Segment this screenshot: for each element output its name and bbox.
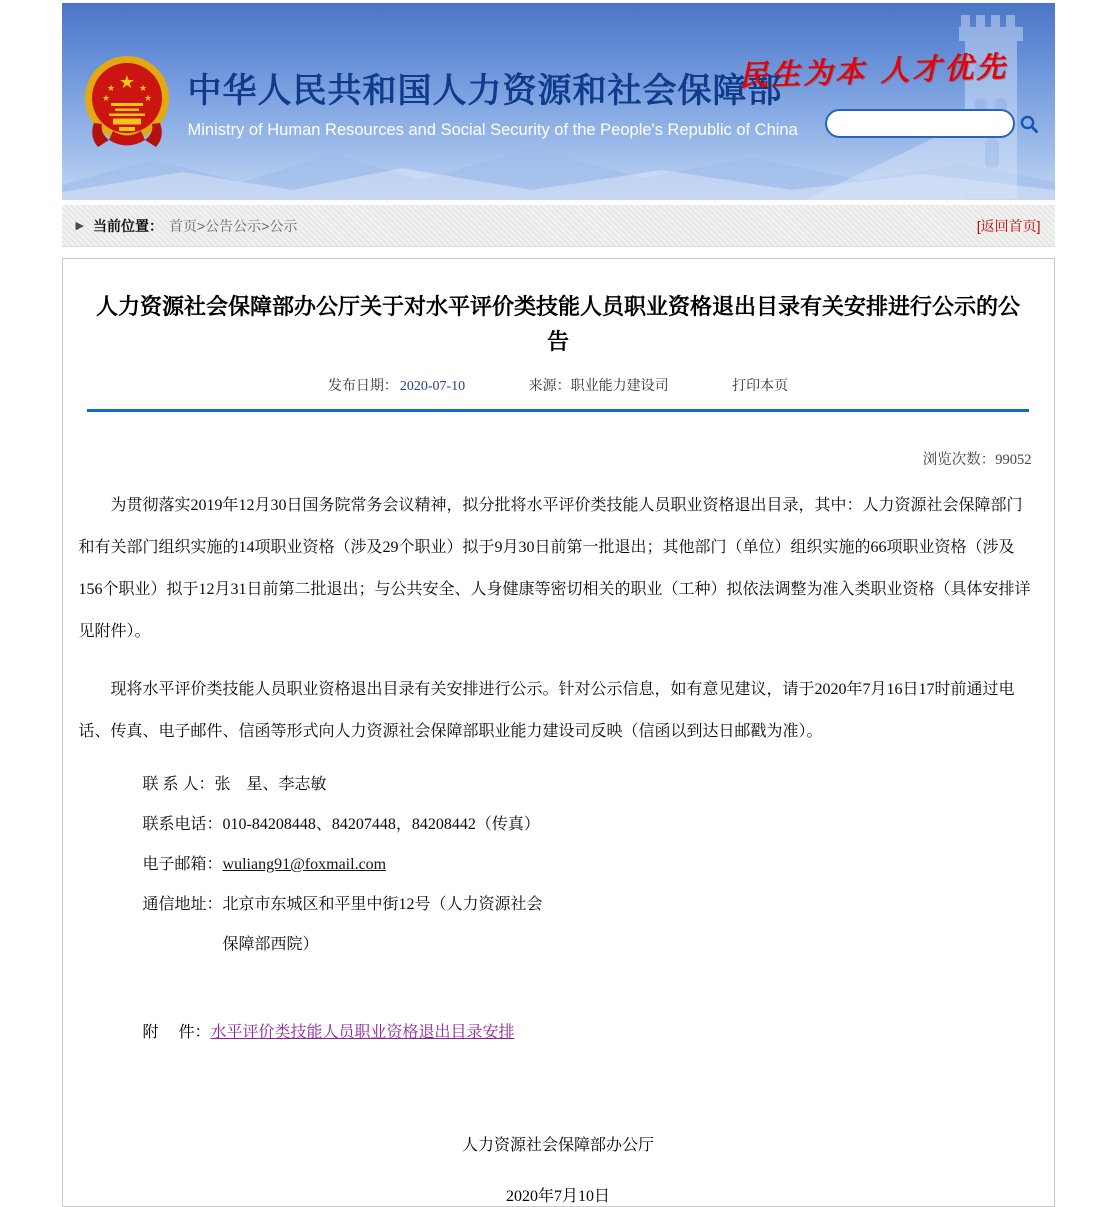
svg-text:★: ★ (106, 83, 115, 93)
breadcrumb-label: 当前位置： (92, 217, 163, 234)
site-title-cn: 中华人民共和国人力资源和社会保障部 (187, 72, 783, 110)
contact-address-row (143, 885, 1040, 925)
publish-date-value: 2020-07-10 (399, 379, 466, 394)
contact-address-line2: 保障部西院） (222, 936, 319, 953)
contact-email-row (143, 845, 1040, 885)
source-value: 职业能力建设司 (570, 379, 669, 394)
svg-text:★: ★ (101, 93, 110, 103)
signature: 人力资源社会保障部办公厅 (461, 1137, 654, 1154)
national-emblem-icon (84, 53, 170, 153)
page (62, 0, 1055, 1207)
print-page-button[interactable]: 打印本页 (732, 379, 789, 394)
publish-date-label: 发布日期： (327, 379, 398, 394)
search-box[interactable] (825, 109, 1015, 138)
article-title: 人力资源社会保障部办公厅关于对水平评价类技能人员职业资格退出目录有关安排进行公示的公告 (95, 294, 1020, 354)
contact-address-label: 通信地址： (142, 896, 223, 913)
view-count (77, 448, 1040, 469)
contact-phone-label: 联系电话： (142, 816, 223, 833)
site-titles (188, 63, 798, 140)
site-header (62, 3, 1055, 200)
svg-text:★: ★ (118, 72, 135, 92)
slogan-calligraphy: 民生为本 人才优先 (738, 49, 1010, 93)
body-paragraph: 现将水平评价类技能人员职业资格退出目录有关安排进行公示。针对公示信息，如有意见建议，请于2020年7月16日17时前通过电话、传真、电子邮件、信函等形式向人力资源社会保障部职业能力建设司反映（信函以到达日邮戳为准）。 (78, 681, 1015, 740)
source-label: 来源： (528, 379, 571, 394)
svg-text:★: ★ (143, 93, 152, 103)
contact-email-link[interactable]: wuliang91@foxmail.com (222, 856, 387, 873)
triangle-icon: ▶ (75, 220, 84, 232)
search-input[interactable] (839, 114, 1019, 134)
signature-date: 2020年7月10日 (505, 1188, 610, 1205)
attachment-label: 附 件： (142, 1024, 211, 1041)
attachment-row (143, 1019, 1040, 1042)
return-home-link[interactable]: [返回首页] (976, 217, 1041, 234)
contact-person-value: 张 星、李志敏 (214, 776, 327, 793)
view-count-label: 浏览次数： (922, 452, 996, 468)
article-container (62, 258, 1055, 1207)
source (529, 379, 669, 394)
contact-person-label: 联 系 人： (142, 776, 215, 793)
breadcrumb-path[interactable]: 首页>公告公示>公示 (168, 217, 298, 234)
search-icon[interactable] (1019, 114, 1039, 134)
contact-phone-row (143, 805, 1040, 845)
contact-block (143, 765, 1040, 965)
greatwall-watermark-icon (805, 3, 1055, 200)
svg-text:★: ★ (138, 83, 147, 93)
contact-address-line1: 北京市东城区和平里中街12号（人力资源社会 (222, 896, 543, 913)
body-paragraph: 为贯彻落实2019年12月30日国务院常务会议精神，拟分批将水平评价类技能人员职业资格退出目录，其中：人力资源社会保障部门和有关部门组织实施的14项职业资格（涉及29个职业）拟于9月30日前第一批退出；其他部门（单位）组织实施的66项职业资格（涉及156个职业）拟于12月31日前第二批退出；与公共安全、人身健康等密切相关的职业（工种）拟依法调整为准入类职业资格（具体安排详见附件）。 (78, 497, 1031, 640)
breadcrumb-bar (62, 205, 1055, 247)
view-count-value: 99052 (995, 452, 1032, 468)
divider-rule (87, 409, 1029, 412)
contact-person-row (143, 765, 1040, 805)
contact-email-label: 电子邮箱： (142, 856, 223, 873)
contact-phone-value: 010-84208448、84207448，84208442（传真） (222, 816, 540, 833)
publish-date (328, 379, 465, 394)
site-title-en: Ministry of Human Resources and Social Security of the People's Republic of China (187, 121, 798, 139)
attachment-link[interactable]: 水平评价类技能人员职业资格退出目录安排 (210, 1024, 515, 1041)
article-meta (77, 375, 1040, 395)
